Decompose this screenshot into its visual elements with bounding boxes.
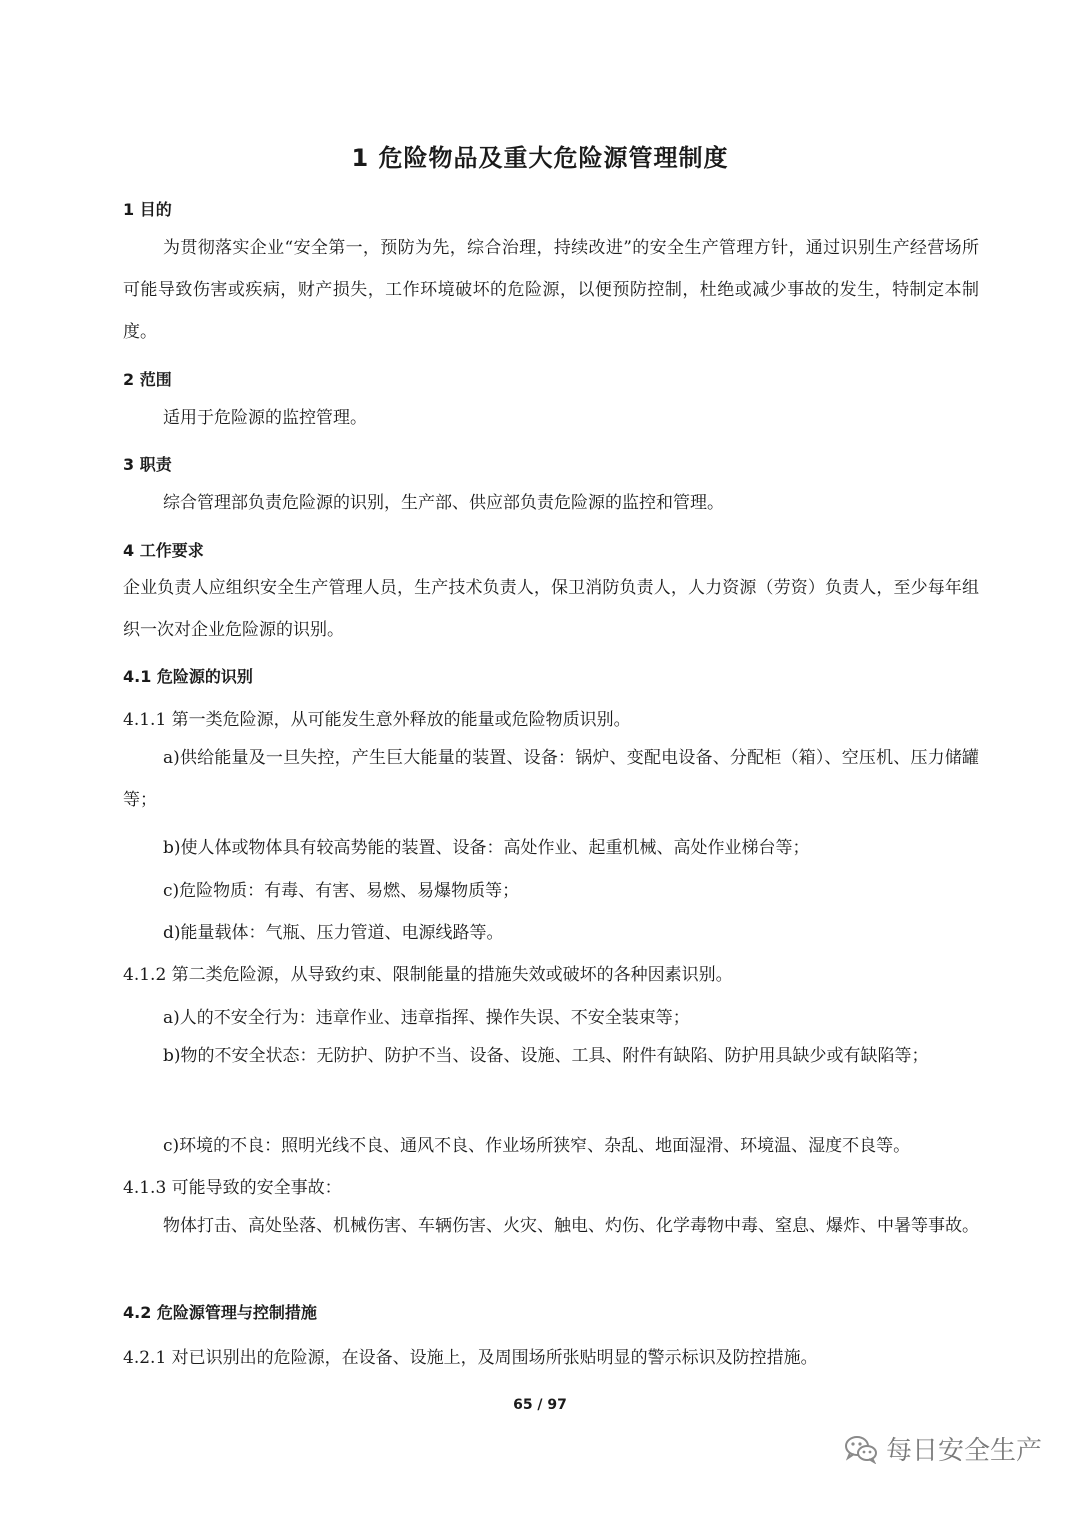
section-1-heading: 1 目的 [123,200,172,219]
section-3-heading: 3 职责 [123,455,172,474]
page-number: 65 / 97 [513,1397,567,1413]
clause-4-1-3: 4.1.3 可能导致的安全事故： [123,1178,342,1198]
section-4-heading: 4 工作要求 [123,541,204,560]
clause-4-1-1-b: b)使人体或物体具有较高势能的装置、设备：高处作业、起重机械、高处作业梯台等； [163,838,810,858]
section-3-text: 综合管理部负责危险源的识别，生产部、供应部负责危险源的监控和管理。 [163,493,724,513]
clause-4-1-2-c: c)环境的不良：照明光线不良、通风不良、作业场所狭窄、杂乱、地面湿滑、环境温、湿度不良等。 [163,1136,911,1156]
section-1-text: 为贯彻落实企业“安全第一，预防为先，综合治理，持续改进”的安全生产管理方针，通过识别生产经营场所可能导致伤害或疾病，财产损失，工作环境破坏的危险源，以便预防控制，杜绝或减少事故的发生，特制定本制度。 [123,238,979,342]
watermark [844,1430,1042,1467]
section-4-text: 企业负责人应组织安全生产管理人员，生产技术负责人，保卫消防负责人，人力资源（劳资）负责人，至少每年组织一次对企业危险源的识别。 [123,578,979,640]
clause-4-1-3-text: 物体打击、高处坠落、机械伤害、车辆伤害、火灾、触电、灼伤、化学毒物中毒、窒息、爆炸、中暑等事故。 [163,1216,979,1236]
watermark-text: 每日安全生产 [885,1436,1042,1466]
section-4-1-heading: 4.1 危险源的识别 [123,667,253,686]
clause-4-1-1: 4.1.1 第一类危险源，从可能发生意外释放的能量或危险物质识别。 [123,710,631,730]
clause-4-1-1-a: a)供给能量及一旦失控，产生巨大能量的装置、设备：锅炉、变配电设备、分配柜（箱）、空压机、压力储罐等； [123,748,979,810]
section-2-heading: 2 范围 [123,370,172,389]
clause-4-1-1-d: d)能量载体：气瓶、压力管道、电源线路等。 [163,923,504,943]
wechat-icon [844,1434,878,1464]
clause-4-1-2: 4.1.2 第二类危险源，从导致约束、限制能量的措施失效或破坏的各种因素识别。 [123,965,733,985]
section-2-text: 适用于危险源的监控管理。 [163,408,367,428]
clause-4-2-1: 4.2.1 对已识别出的危险源，在设备、设施上，及周围场所张贴明显的警示标识及防控措施。 [123,1348,818,1368]
clause-4-1-2-b: b)物的不安全状态：无防护、防护不当、设备、设施、工具、附件有缺陷、防护用具缺少或有缺陷等； [163,1046,929,1066]
clause-4-1-2-a: a)人的不安全行为：违章作业、违章指挥、操作失误、不安全装束等； [163,1008,690,1028]
clause-4-1-1-c: c)危险物质：有毒、有害、易燃、易爆物质等； [163,881,520,901]
page-title: 1 危险物品及重大危险源管理制度 [351,144,729,172]
section-4-2-heading: 4.2 危险源管理与控制措施 [123,1303,317,1322]
